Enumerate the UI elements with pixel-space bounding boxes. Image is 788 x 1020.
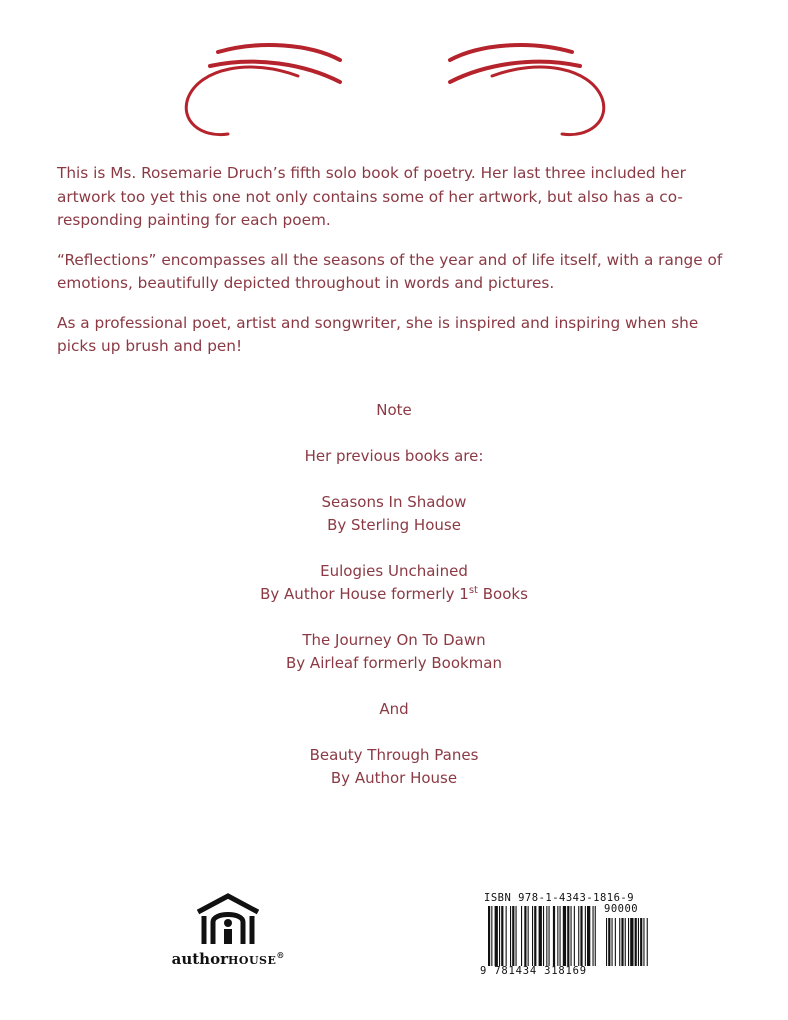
blurb-paragraph-2: “Reflections” encompasses all the seasons of the year and of life itself, with a range of emotions, beautifully depicted throughout in words and pictures. — [57, 250, 723, 292]
barcode-bar — [560, 906, 561, 966]
barcode-bar — [521, 906, 522, 966]
barcode-bar — [512, 906, 514, 966]
book-title: Beauty Through Panes — [309, 746, 479, 764]
barcode-addon-bar — [630, 918, 633, 966]
barcode-bar — [539, 906, 542, 966]
barcode-addon-bar — [612, 918, 613, 966]
barcode-bar — [571, 906, 572, 966]
authorhouse-logo — [166, 892, 290, 972]
barcode-addon-bar — [625, 918, 626, 966]
book-publisher: By Sterling House — [327, 516, 461, 534]
book-publisher: By Airleaf formerly Bookman — [286, 654, 502, 672]
barcode-bar — [491, 906, 492, 966]
barcode-bar — [567, 906, 569, 966]
barcode-bar — [506, 906, 507, 966]
barcode-bars — [478, 904, 662, 968]
barcode-addon-bar — [640, 918, 642, 966]
barcode-bar — [534, 906, 536, 966]
book-publisher: By Author House formerly 1st Books — [260, 585, 528, 603]
blurb-paragraph-3: As a professional poet, artist and songwriter, she is inspired and inspiring when she picks up brush and pen! — [57, 313, 699, 355]
barcode-addon-bar — [608, 918, 610, 966]
barcode-bar — [524, 906, 526, 966]
barcode-bar — [528, 906, 529, 966]
barcode-bar — [501, 906, 503, 966]
barcode-bar — [587, 906, 590, 966]
barcode-bar — [557, 906, 558, 966]
previous-books-note — [0, 399, 788, 790]
barcode-addon-bar — [628, 918, 629, 966]
barcode-bar — [580, 906, 582, 966]
barcode-bar — [574, 906, 575, 966]
barcode-bar — [543, 906, 544, 966]
barcode-bar — [516, 906, 517, 966]
barcode-addon-bar — [619, 918, 620, 966]
publisher-wordmark: authorHOUSE® — [171, 950, 285, 968]
isbn-barcode — [478, 890, 662, 984]
barcode-addon-bar — [621, 918, 623, 966]
barcode-bar — [532, 906, 533, 966]
barcode-bar — [593, 906, 594, 966]
decorative-flourish — [180, 38, 610, 143]
barcode-addon-bar — [635, 918, 637, 966]
barcode-bar — [563, 906, 566, 966]
barcode-bar — [495, 906, 498, 966]
price-code: 90000 — [604, 903, 639, 915]
barcode-addon-bar — [615, 918, 616, 966]
barcode-bar — [510, 906, 511, 966]
barcode-bar — [595, 906, 596, 966]
barcode-addon-bar — [647, 918, 648, 966]
note-heading: Note — [376, 401, 412, 419]
barcode-bar — [546, 906, 547, 966]
book-title: Seasons In Shadow — [321, 493, 467, 511]
book-title: The Journey On To Dawn — [302, 631, 486, 649]
barcode-bar — [585, 906, 586, 966]
barcode-bar — [549, 906, 550, 966]
barcode-addon-bar — [643, 918, 644, 966]
barcode-bar — [499, 906, 500, 966]
note-intro: Her previous books are: — [304, 447, 484, 465]
isbn-label: ISBN 978-1-4343-1816-9 — [484, 892, 635, 904]
barcode-bar — [553, 906, 555, 966]
and-separator: And — [379, 700, 409, 718]
barcode-addon-bar — [638, 918, 639, 966]
book-title: Eulogies Unchained — [320, 562, 468, 580]
book-publisher: By Author House — [330, 769, 458, 787]
barcode-addon-bar — [606, 918, 607, 966]
house-icon — [193, 892, 263, 946]
barcode-bar — [578, 906, 579, 966]
barcode-bar — [488, 906, 490, 966]
barcode-number: 9 781434 318169 — [480, 965, 587, 977]
back-cover-blurb — [57, 162, 737, 375]
blurb-paragraph-1: This is Ms. Rosemarie Druch’s fifth solo book of poetry. Her last three included her artwork too yet this one not only contains some of her artwork, but also has a co-responding painting for each poem. — [57, 164, 686, 229]
